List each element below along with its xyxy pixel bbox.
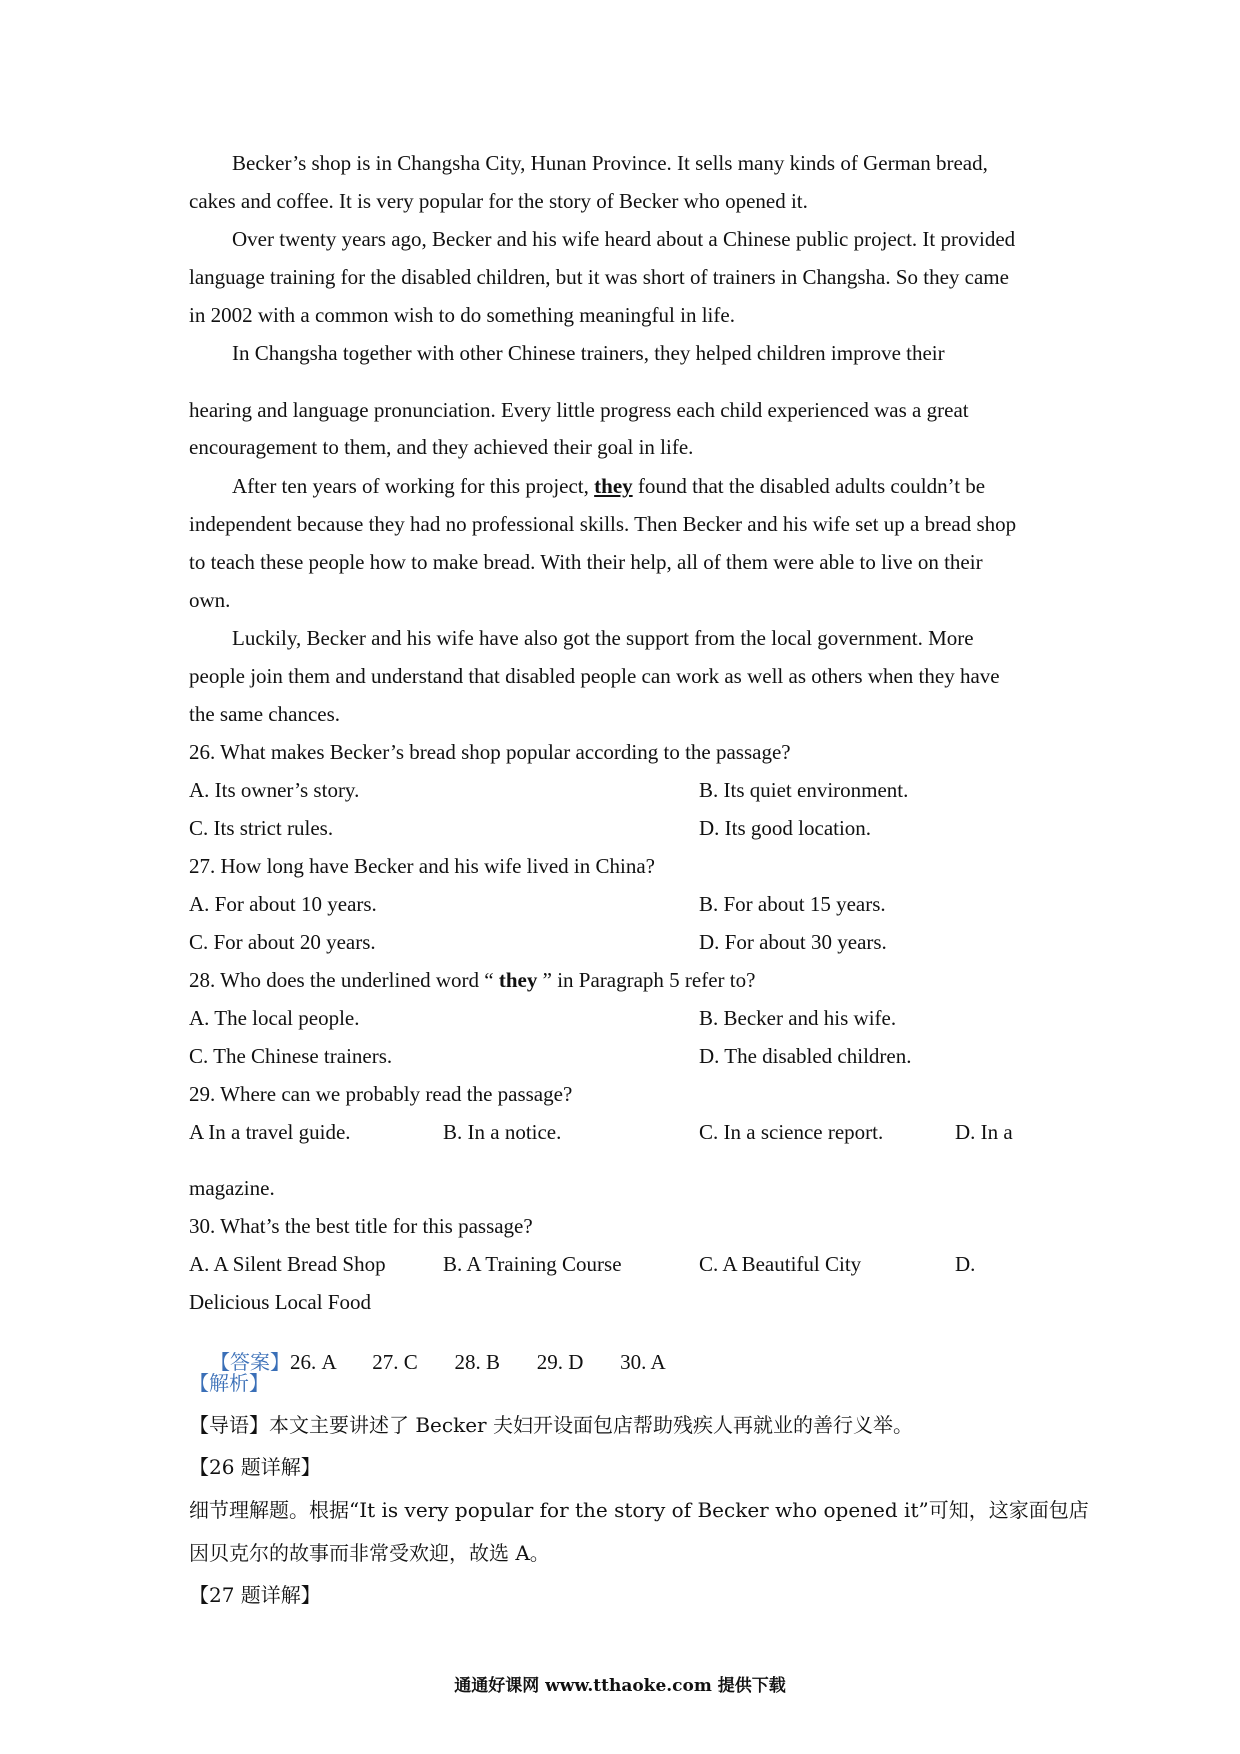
passage-text: found that the disabled adults couldn’t be (632, 474, 986, 498)
heading-26: 【26 题详解】 (189, 1455, 321, 1479)
passage-line: own. (189, 588, 231, 612)
option-30d: D. (955, 1252, 976, 1276)
option-26d: D. Its good location. (699, 816, 872, 840)
passage-line: language training for the disabled children, but it was short of trainers in Changsha. So they came (189, 265, 1009, 289)
passage-line: to teach these people how to make bread. With their help, all of them were able to live on their (189, 550, 983, 574)
option-28d: D. The disabled children. (699, 1044, 912, 1068)
option-30a: A. A Silent Bread Shop (189, 1252, 386, 1276)
question-28 (189, 970, 755, 991)
option-28b: B. Becker and his wife. (699, 1006, 897, 1030)
passage-line (232, 476, 985, 497)
passage-line: cakes and coffee. It is very popular for the story of Becker who opened it. (189, 189, 808, 213)
option-27b: B. For about 15 years. (699, 892, 886, 916)
option-28c: C. The Chinese trainers. (189, 1044, 393, 1068)
heading-27: 【27 题详解】 (189, 1583, 321, 1607)
passage-line: in 2002 with a common wish to do something meaningful in life. (189, 303, 735, 327)
option-29d-cont: magazine. (189, 1176, 275, 1200)
option-26a: A. Its owner’s story. (189, 778, 360, 802)
question-30: 30. What’s the best title for this passage? (189, 1214, 533, 1238)
passage-line: the same chances. (189, 702, 341, 726)
question-text: ” in Paragraph 5 refer to? (537, 968, 756, 992)
passage-line: people join them and understand that disabled people can work as well as others when they have (189, 664, 1000, 688)
option-29a: A In a travel guide. (189, 1120, 351, 1144)
option-30c: C. A Beautiful City (699, 1252, 862, 1276)
explanation-26-line: 因贝克尔的故事而非常受欢迎，故选 A。 (189, 1541, 550, 1565)
option-27c: C. For about 20 years. (189, 930, 376, 954)
option-30d-cont: Delicious Local Food (189, 1290, 371, 1314)
passage-line: Over twenty years ago, Becker and his wife heard about a Chinese public project. It provided (232, 227, 1016, 251)
intro-text: 【导语】本文主要讲述了 Becker 夫妇开设面包店帮助残疾人再就业的善行义举。 (189, 1413, 913, 1437)
passage-line: Becker’s shop is in Changsha City, Hunan Province. It sells many kinds of German bread, (232, 151, 988, 175)
option-26b: B. Its quiet environment. (699, 778, 909, 802)
answer-list: 26. A 27. C 28. B 29. D 30. A (290, 1350, 666, 1374)
answer-label: 【答案】 (210, 1350, 290, 1374)
passage-line: independent because they had no professional skills. Then Becker and his wife set up a bread shop (189, 512, 1017, 536)
option-30b: B. A Training Course (443, 1252, 622, 1276)
passage-text: After ten years of working for this project, (232, 474, 595, 498)
question-text: 28. Who does the underlined word “ (189, 968, 499, 992)
option-28a: A. The local people. (189, 1006, 360, 1030)
option-29d: D. In a (955, 1120, 1013, 1144)
passage-line: Luckily, Becker and his wife have also got the support from the local government. More (232, 626, 974, 650)
option-27a: A. For about 10 years. (189, 892, 377, 916)
analysis-label: 【解析】 (189, 1371, 269, 1395)
option-27d: D. For about 30 years. (699, 930, 887, 954)
passage-line: In Changsha together with other Chinese trainers, they helped children improve their (232, 341, 945, 365)
bold-word: they (498, 968, 538, 992)
underlined-word: they (594, 474, 633, 498)
page-footer: 通通好课网 www.tthaoke.com 提供下载 (454, 1676, 786, 1696)
option-29c: C. In a science report. (699, 1120, 884, 1144)
question-26: 26. What makes Becker’s bread shop popular according to the passage? (189, 740, 791, 764)
passage-line: hearing and language pronunciation. Every little progress each child experienced was a great (189, 398, 969, 422)
question-27: 27. How long have Becker and his wife lived in China? (189, 854, 655, 878)
explanation-26-line: 细节理解题。根据“It is very popular for the story of Becker who opened it”可知，这家面包店 (189, 1498, 1089, 1522)
question-29: 29. Where can we probably read the passage? (189, 1082, 573, 1106)
option-26c: C. Its strict rules. (189, 816, 334, 840)
passage-line: encouragement to them, and they achieved their goal in life. (189, 435, 694, 459)
option-29b: B. In a notice. (443, 1120, 562, 1144)
